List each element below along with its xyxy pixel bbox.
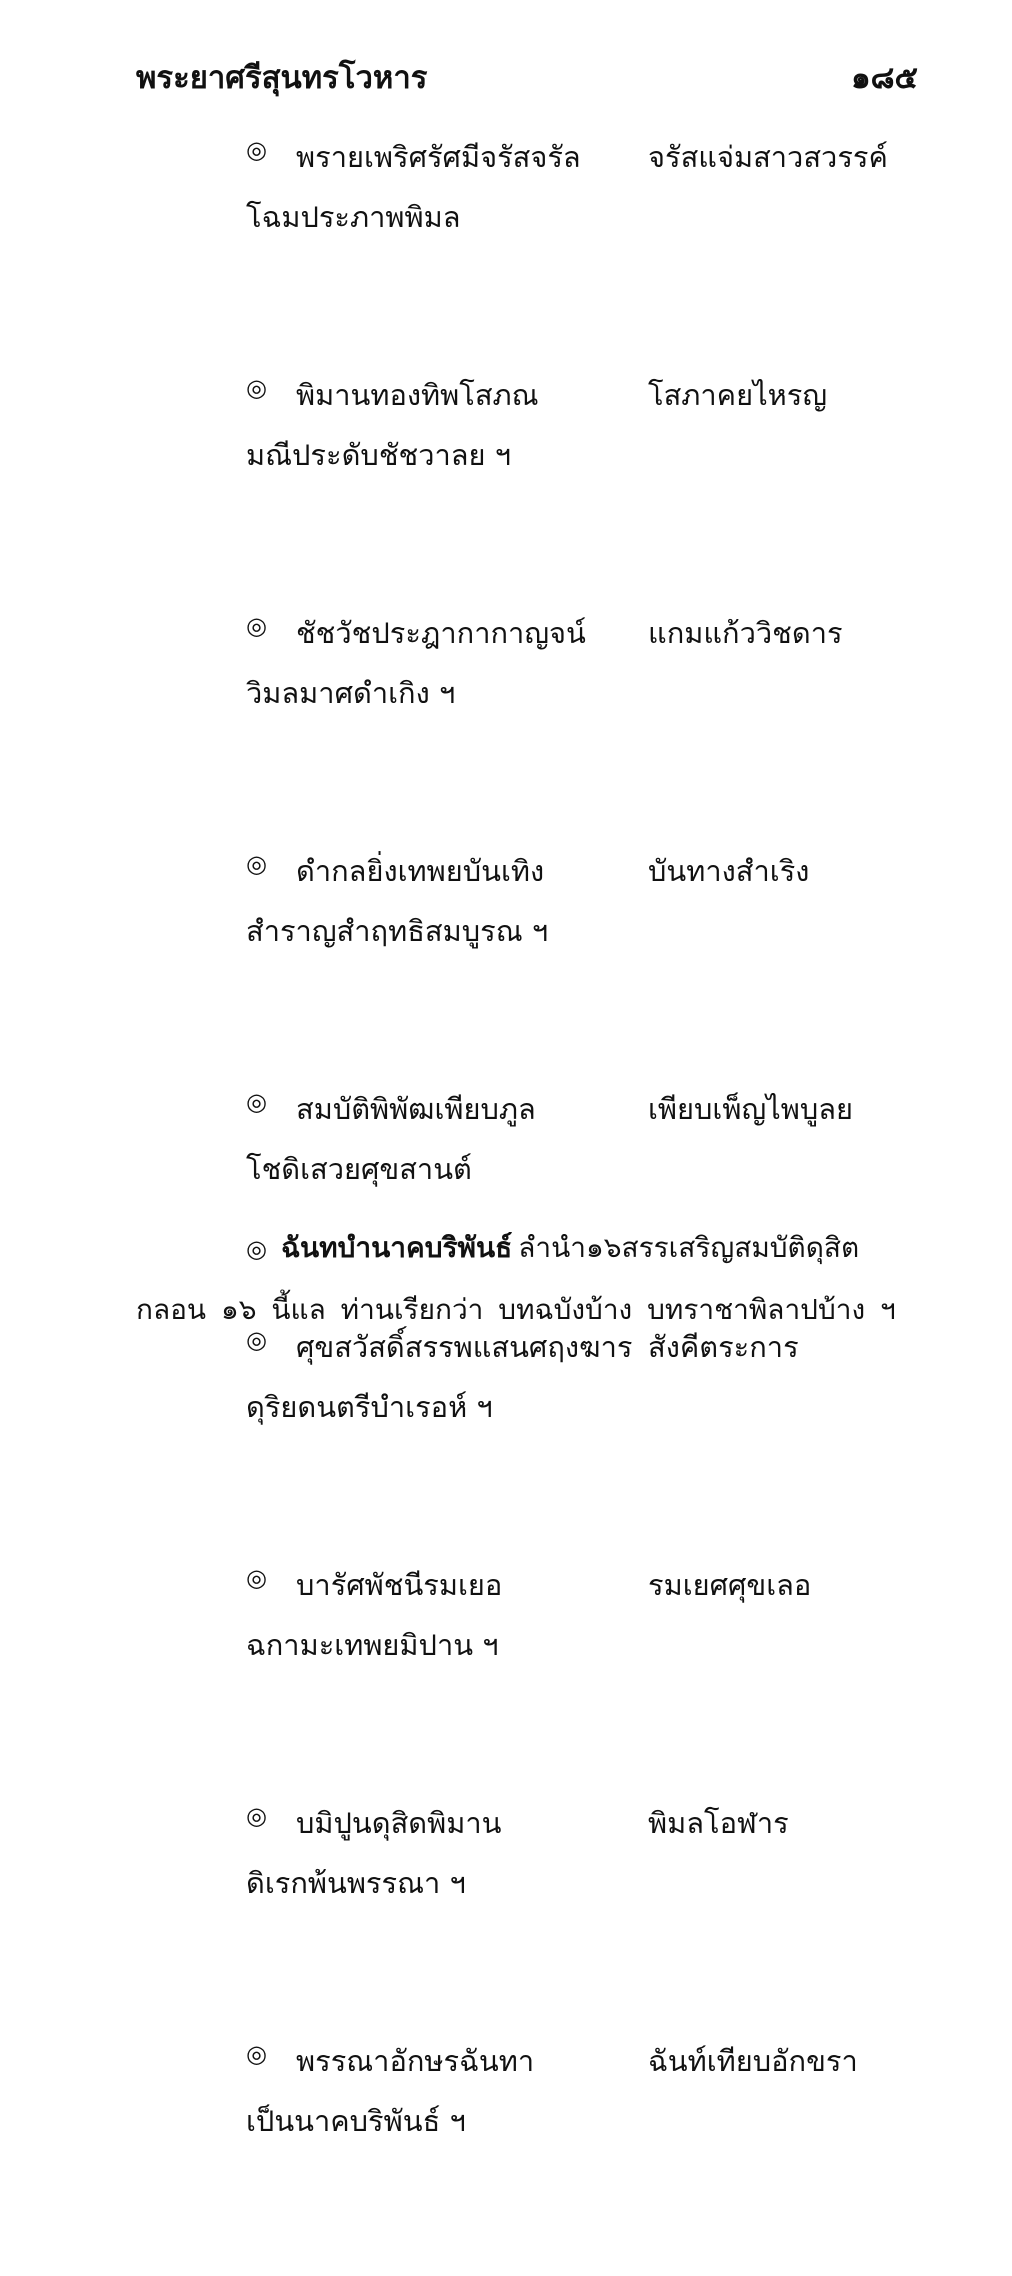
verse-first-hemistich: บารัศพัชนีรมเยอ bbox=[296, 1568, 503, 1602]
verse-first-hemistich: พิมานทองทิพโสภณ bbox=[296, 378, 539, 412]
note-first-line-text: ลำนำ๑๖สรรเสริญสมบัติดุสิต bbox=[518, 1231, 860, 1264]
verse-first-hemistich: ชัชวัชประฎากากาญจน์ bbox=[296, 616, 586, 650]
verse-second-hemistich: จรัสแจ่มสาวสวรรค์ bbox=[648, 140, 888, 174]
bullet-mark: ◎ bbox=[246, 1088, 267, 1116]
verse-stanza bbox=[0, 848, 1012, 1086]
verse-stanza bbox=[0, 1324, 1012, 1562]
verse-line bbox=[0, 1622, 1012, 1682]
verse-stanza bbox=[0, 1800, 1012, 2038]
note-second-line: กลอน ๑๖ นี้แล ท่านเรียกว่า บทฉบังบ้าง บทราชาพิลาปบ้าง ฯ bbox=[136, 1293, 896, 1326]
verse-first-hemistich: สมบัติพิพัฒเพียบภูล bbox=[296, 1092, 536, 1126]
verse-line bbox=[0, 1800, 1012, 1860]
verse-tail: มณีประดับชัชวาลย ฯ bbox=[246, 438, 512, 472]
verse-first-hemistich: พรรณาอักษรฉันทา bbox=[296, 2044, 535, 2078]
bullet-mark: ◎ bbox=[246, 612, 267, 640]
bullet-mark: ◎ bbox=[246, 1326, 267, 1354]
verse-second-hemistich: เพียบเพ็ญไพบูลย bbox=[648, 1092, 854, 1126]
bullet-mark: ◎ bbox=[246, 1235, 267, 1263]
verse-tail: ดิเรกพ้นพรรณา ฯ bbox=[246, 1866, 466, 1900]
verse-tail: ฉกามะเทพยมิปาน ฯ bbox=[246, 1628, 499, 1662]
verse-second-hemistich: บันทางสำเริง bbox=[648, 854, 810, 888]
verse-line bbox=[0, 372, 1012, 432]
verse-line bbox=[0, 2038, 1012, 2098]
meter-name: ฉันทบำนาคบริพันธ์ bbox=[280, 1231, 513, 1264]
bullet-mark: ◎ bbox=[246, 1564, 267, 1592]
verse-tail: ดุริยดนตรีบำเรอห์ ฯ bbox=[246, 1390, 493, 1424]
note-first-line bbox=[246, 1226, 859, 1270]
verse-line bbox=[0, 848, 1012, 908]
verse-stanza bbox=[0, 372, 1012, 610]
verse-stanza bbox=[0, 134, 1012, 372]
verse-line bbox=[0, 610, 1012, 670]
verse-second-hemistich: ฉันท์เทียบอักขรา bbox=[648, 2044, 858, 2078]
verse-first-hemistich: บมิปูนดุสิดพิมาน bbox=[296, 1806, 502, 1840]
verse-first-hemistich: ศุขสวัสดิ์สรรพแสนศฤงฆาร bbox=[296, 1330, 633, 1364]
bullet-mark: ◎ bbox=[246, 374, 267, 402]
page-number: ๑๘๕ bbox=[850, 60, 918, 96]
verse-line bbox=[0, 1562, 1012, 1622]
verse-line bbox=[0, 1146, 1012, 1206]
verse-stanza bbox=[0, 1562, 1012, 1800]
verse-stanza bbox=[0, 610, 1012, 848]
verse-second-hemistich: สังคีตระการ bbox=[648, 1330, 799, 1364]
verse-tail: เป็นนาคบริพันธ์ ฯ bbox=[246, 2104, 466, 2138]
verse-line bbox=[0, 1384, 1012, 1444]
verse-list bbox=[0, 134, 1012, 2276]
verse-line bbox=[0, 1086, 1012, 1146]
verse-tail: สำราญสำฤทธิสมบูรณ ฯ bbox=[246, 914, 549, 948]
verse-tail: โฉมประภาพพิมล bbox=[246, 200, 461, 234]
verse-first-hemistich: ดำกลยิ่งเทพยบันเทิง bbox=[296, 854, 545, 888]
bullet-mark: ◎ bbox=[246, 2040, 267, 2068]
verse-line bbox=[0, 134, 1012, 194]
verse-stanza bbox=[0, 2038, 1012, 2276]
verse-line bbox=[0, 908, 1012, 968]
bullet-mark: ◎ bbox=[246, 1802, 267, 1830]
verse-tail: วิมลมาศดำเกิง ฯ bbox=[246, 676, 456, 710]
closing-note bbox=[0, 1226, 1012, 1346]
verse-first-hemistich: พรายเพริศรัศมีจรัสจรัล bbox=[296, 140, 581, 174]
verse-line bbox=[0, 194, 1012, 254]
bullet-mark: ◎ bbox=[246, 850, 267, 878]
verse-second-hemistich: โสภาคยไหรญ bbox=[648, 378, 828, 412]
bullet-mark: ◎ bbox=[246, 136, 267, 164]
verse-tail: โชดิเสวยศุขสานต์ bbox=[246, 1152, 472, 1186]
verse-line bbox=[0, 670, 1012, 730]
verse-second-hemistich: รมเยศศุขเลอ bbox=[648, 1568, 812, 1602]
verse-second-hemistich: พิมลโอฬาร bbox=[648, 1806, 789, 1840]
verse-line bbox=[0, 2098, 1012, 2158]
verse-line bbox=[0, 1860, 1012, 1920]
verse-second-hemistich: แกมแก้ววิชดาร bbox=[648, 616, 843, 650]
running-header-title: พระยาศรีสุนทรโวหาร bbox=[136, 60, 428, 96]
verse-line bbox=[0, 432, 1012, 492]
